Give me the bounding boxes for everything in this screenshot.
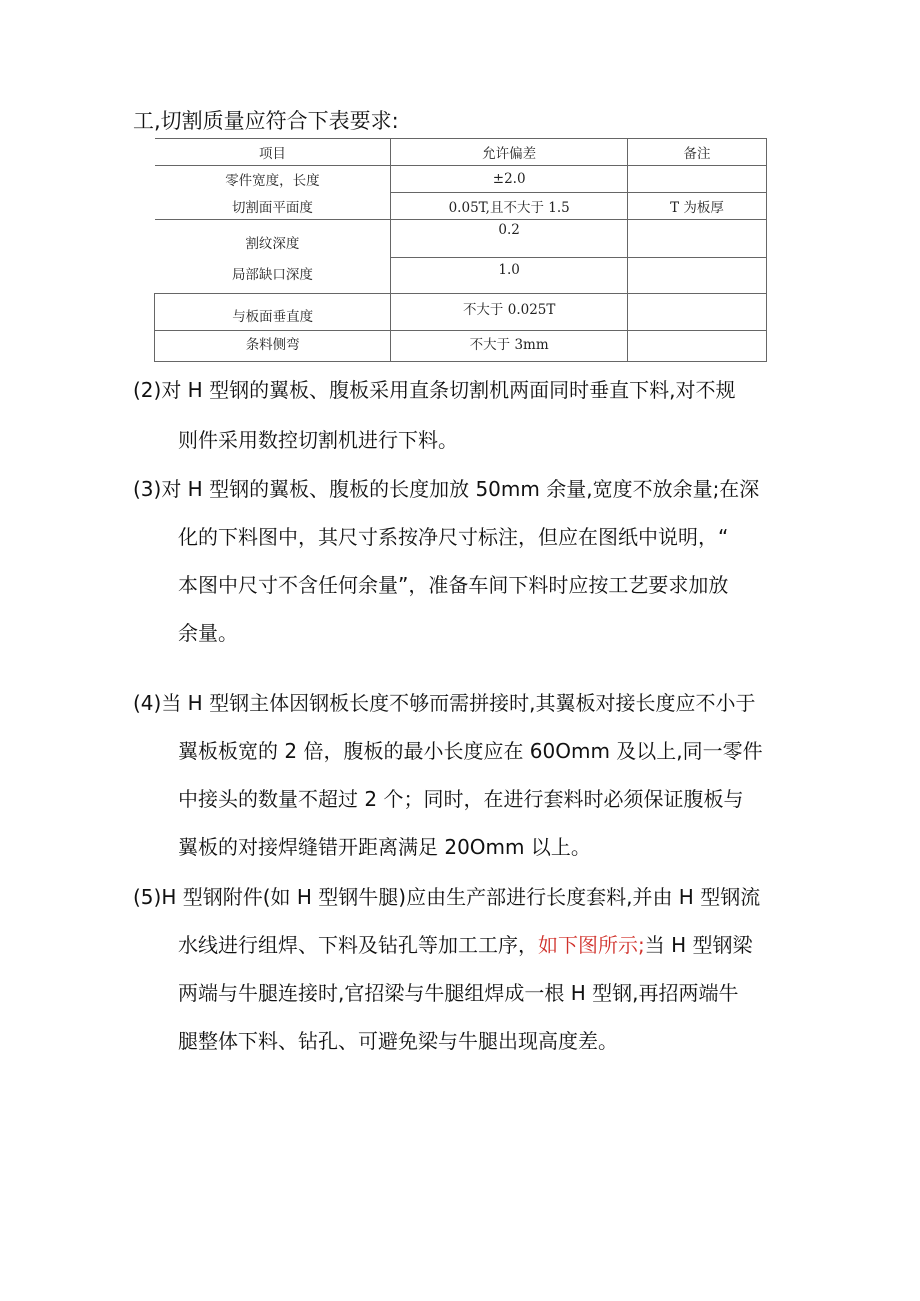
paragraph-2-line-2: 则件采用数控切割机进行下料。 (178, 428, 458, 452)
cell-note (627, 257, 766, 293)
paragraph-5-line-2-after: 当 H 型钢梁 (644, 933, 753, 957)
intro-line: 工,切割质量应符合下表要求: (133, 109, 399, 133)
paragraph-5-line-1: (5)H 型钢附件(如 H 型钢牛腿)应由生产部进行长度套料,并由 H 型钢流 (133, 885, 761, 909)
cell-item: 与板面垂直度 (155, 293, 391, 330)
cell-item: 零件宽度，长度 (155, 166, 391, 193)
cell-tolerance: 不大于 3mm (391, 330, 628, 361)
cell-item: 局部缺口深度 (231, 266, 313, 283)
paragraph-5-line-2 (178, 921, 753, 969)
table-row (155, 293, 767, 330)
cell-note (627, 293, 766, 330)
paragraph-4-line-2: 翼板板宽的 2 倍，腹板的最小长度应在 60Omm 及以上,同一零件 (178, 739, 763, 763)
cell-tolerance: ±2.0 (391, 166, 628, 193)
paragraph-2-line-1: (2)对 H 型钢的翼板、腹板采用直条切割机两面同时垂直下料,对不规 (133, 378, 736, 402)
paragraph-4-line-4: 翼板的对接焊缝错开距离满足 20Omm 以上。 (178, 835, 591, 859)
table-header-row (155, 139, 767, 166)
paragraph-5-line-4: 腿整体下料、钻孔、可避免梁与牛腿出现高度差。 (178, 1029, 618, 1053)
paragraph-3-line-4: 余量。 (178, 621, 238, 645)
table-row (155, 166, 767, 193)
cell-tolerance: 不大于 0.025T (391, 293, 628, 330)
cell-note (627, 220, 766, 258)
paragraph-4-line-1: (4)当 H 型钢主体因钢板长度不够而需拼接时,其翼板对接长度应不小于 (133, 691, 756, 715)
paragraph-3-line-2: 化的下料图中，其尺寸系按净尺寸标注，但应在图纸中说明，“ (178, 525, 729, 549)
header-note: 备注 (627, 139, 766, 166)
cell-tolerance: 0.2 (391, 220, 628, 258)
cell-note (627, 166, 766, 193)
paragraph-3-line-3: 本图中尺寸不含任何余量”，准备车间下料时应按工艺要求加放 (178, 573, 729, 597)
table-row (155, 220, 767, 258)
cell-note: T 为板厚 (627, 193, 766, 220)
cutting-quality-table (154, 138, 767, 362)
table-row (155, 330, 767, 361)
paragraph-4-line-3: 中接头的数量不超过 2 个；同时，在进行套料时必须保证腹板与 (178, 787, 744, 811)
paragraph-5-line-3: 两端与牛腿连接时,官招梁与牛腿组焊成一根 H 型钢,再招两端牛 (178, 981, 739, 1005)
table-row (155, 193, 767, 220)
paragraph-3-line-1: (3)对 H 型钢的翼板、腹板的长度加放 50mm 余量,宽度不放余量;在深 (133, 477, 760, 501)
paragraph-5-line-2-before: 水线进行组焊、下料及钻孔等加工工序， (178, 933, 538, 957)
cell-note (627, 330, 766, 361)
cell-tolerance: 1.0 (391, 257, 628, 293)
cell-item: 割纹深度 (155, 220, 391, 258)
cell-item: 切割面平面度 (231, 199, 313, 216)
header-tolerance: 允许偏差 (391, 139, 628, 166)
figure-reference-highlight: 如下图所示; (538, 933, 645, 957)
cell-item: 条料侧弯 (155, 330, 391, 361)
header-item: 项目 (155, 139, 391, 166)
table-row (155, 257, 767, 293)
cell-tolerance: 0.05T,且不大于 1.5 (391, 193, 628, 220)
